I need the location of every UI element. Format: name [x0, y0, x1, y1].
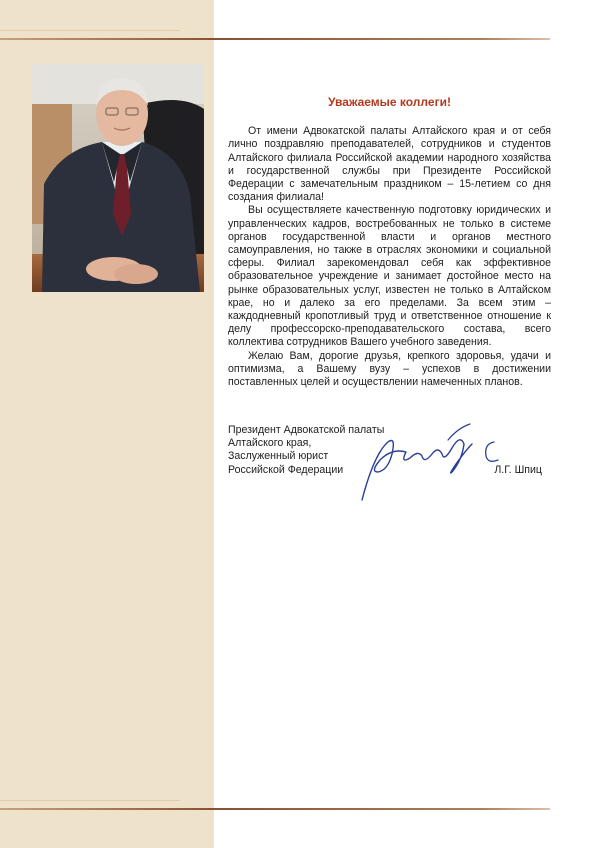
bottom-divider-thin — [0, 800, 180, 801]
signer-title-line: Алтайского края, — [228, 437, 312, 450]
letter-body — [228, 96, 551, 389]
signature-block — [228, 424, 551, 514]
top-divider-right — [214, 38, 550, 40]
portrait-photo — [32, 64, 204, 292]
handwritten-signature — [348, 414, 508, 504]
signer-title-line: Заслуженный юрист — [228, 450, 329, 463]
signer-title-line: Президент Адвокатской палаты — [228, 424, 385, 436]
greeting-heading: Уважаемые коллеги! — [328, 95, 451, 109]
signer-name: Л.Г. Шпиц — [494, 464, 542, 476]
signer-title-line: Российской Федерации — [228, 463, 344, 476]
paragraph-2: Вы осуществляете качественную подготовку юридических и управленческих кадров, востребованных не только в системе органов государственной власти и органов местного самоуправления, но также в отраслях экономики и социальной сферы. Филиал зарекомендовал себя как эффективное образовательное учреждение и занимает достойное место на рынке образовательных услуг, известен не только в Алтайском крае, но и далеко за его пределами. За всем этим – каждодневный кропотливый труд и ответственное отношение к делу профессорско-преподавательского состава, всего коллектива сотрудников Вашего учебного заведения. — [228, 204, 551, 349]
top-divider-left — [0, 38, 214, 40]
paragraph-1: От имени Адвокатской палаты Алтайского края и от себя лично поздравляю преподавателей, сотрудников и студентов Алтайского филиала Российской академии народного хозяйства и государственной службы при Президенте Российской Федерации с замечательным праздником – 15-летием со дня создания филиала! — [228, 125, 551, 204]
bottom-divider-right — [214, 808, 550, 810]
portrait-illustration — [32, 64, 204, 292]
paragraph-3: Желаю Вам, дорогие друзья, крепкого здоровья, удачи и оптимизма, а Вашему вузу – успехов в достижении поставленных целей и осуществлении намеченных планов. — [228, 349, 551, 389]
bottom-divider-left — [0, 808, 214, 810]
top-divider-thin — [0, 30, 180, 31]
